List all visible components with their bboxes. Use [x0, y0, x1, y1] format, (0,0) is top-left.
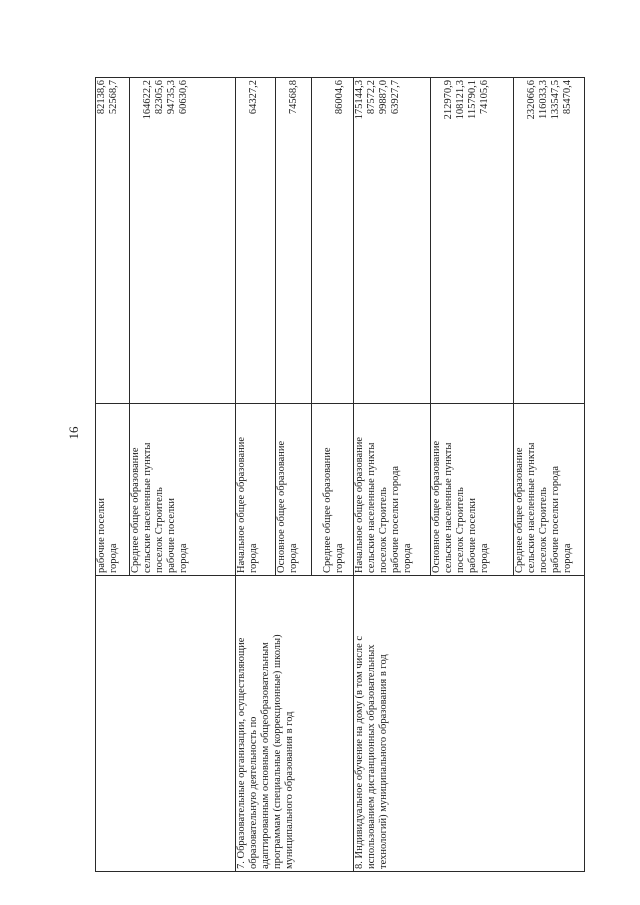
indicator-cell-continued [96, 576, 236, 872]
value-line: 175144,3 [354, 80, 365, 120]
level-line: города [108, 543, 119, 573]
level-line: города [334, 543, 345, 573]
value-line [402, 80, 414, 401]
level-line: поселок Строитель [378, 487, 389, 573]
table-row [96, 78, 130, 872]
indicator-line: программам (специальные (коррекционные) школы) [272, 634, 283, 869]
level-line: рабочие поселки города [550, 465, 561, 573]
level-cell [312, 404, 354, 576]
value-line: 108121,3 [455, 80, 466, 120]
level-line: Начальное общее образование [236, 436, 247, 573]
value-line: 212970,9 [443, 80, 454, 120]
value-line [236, 80, 248, 401]
value-line: 232066,6 [526, 80, 537, 120]
value-line [322, 80, 334, 401]
value-line: 60630,6 [178, 80, 189, 115]
level-line: Основное общее образование [276, 440, 287, 573]
value-line [130, 80, 142, 401]
indicator-cell [236, 576, 354, 872]
table-row [354, 78, 431, 872]
value-line: 63927,7 [390, 80, 401, 115]
table-row [236, 78, 276, 872]
level-line: Среднее общее образование [322, 447, 333, 573]
level-line: рабочие поселки города [390, 465, 401, 573]
document-table-area [95, 78, 584, 872]
level-line: сельские населенные пункты [366, 442, 377, 573]
value-line [431, 80, 443, 401]
indicator-line: 7. Образовательные организации, осуществляющие [236, 637, 247, 869]
value-line [514, 80, 526, 401]
level-line: поселок Строитель [455, 487, 466, 573]
value-line: 133547,5 [550, 80, 561, 120]
level-line: города [402, 543, 413, 573]
level-cell [96, 404, 130, 576]
value-line: 94735,3 [166, 80, 177, 115]
value-line: 99887,0 [378, 80, 389, 115]
level-line: сельские населенные пункты [526, 442, 537, 573]
indicator-line: образовательную деятельность по [248, 716, 259, 869]
value-line: 116033,3 [538, 80, 549, 119]
indicator-cell [354, 576, 585, 872]
level-line: рабочие поселки [96, 498, 107, 573]
value-line: 115790,1 [467, 80, 478, 119]
level-cell [514, 404, 585, 576]
level-line: рабочие поселки [166, 498, 177, 573]
level-line: города [288, 543, 299, 573]
value-line: 64327,2 [248, 80, 259, 115]
level-line: города [562, 543, 573, 573]
value-line: 164622,2 [142, 80, 153, 120]
value-line: 74105,6 [479, 80, 490, 115]
value-line [276, 80, 288, 401]
level-line: сельские населенные пункты [443, 442, 454, 573]
value-line: 87572,2 [366, 80, 377, 115]
value-line: 82305,6 [154, 80, 165, 115]
level-cell [236, 404, 276, 576]
indicator-line: адаптированным основным общеобразовательным [260, 642, 271, 869]
level-line: поселок Строитель [154, 487, 165, 573]
level-line: Среднее общее образование [130, 447, 141, 573]
level-line: рабочие поселки [467, 498, 478, 573]
value-cell [276, 78, 312, 404]
level-line: поселок Строитель [538, 487, 549, 573]
value-line: 74568,8 [288, 80, 299, 115]
data-table [95, 77, 585, 872]
indicator-line: использованием дистанционных образовательных [366, 644, 377, 869]
indicator-line: технологий) муниципального образования в год [378, 654, 389, 869]
value-cell [236, 78, 276, 404]
level-line: сельские населенные пункты [142, 442, 153, 573]
value-cell [431, 78, 514, 404]
value-cell [96, 78, 130, 404]
indicator-line: 8. Индивидуальное обучение на дому (в том числе с [354, 635, 365, 869]
level-line: города [178, 543, 189, 573]
page-number: 16 [66, 426, 81, 440]
level-line: Среднее общее образование [514, 447, 525, 573]
level-cell [276, 404, 312, 576]
value-cell [130, 78, 236, 404]
value-line: 82138,6 [96, 80, 107, 115]
value-cell [312, 78, 354, 404]
value-line: 86004,6 [334, 80, 345, 115]
value-cell [354, 78, 431, 404]
level-cell [130, 404, 236, 576]
indicator-line: муниципального образования в год [284, 711, 295, 869]
level-cell [354, 404, 431, 576]
level-line: города [479, 543, 490, 573]
level-line: Основное общее образование [431, 440, 442, 573]
level-line: Начальное общее образование [354, 436, 365, 573]
value-cell [514, 78, 585, 404]
level-cell [431, 404, 514, 576]
rotated-table-container [95, 78, 584, 872]
value-line: 85470,4 [562, 80, 573, 115]
value-line: 52568,7 [108, 80, 119, 115]
level-line: города [248, 543, 259, 573]
